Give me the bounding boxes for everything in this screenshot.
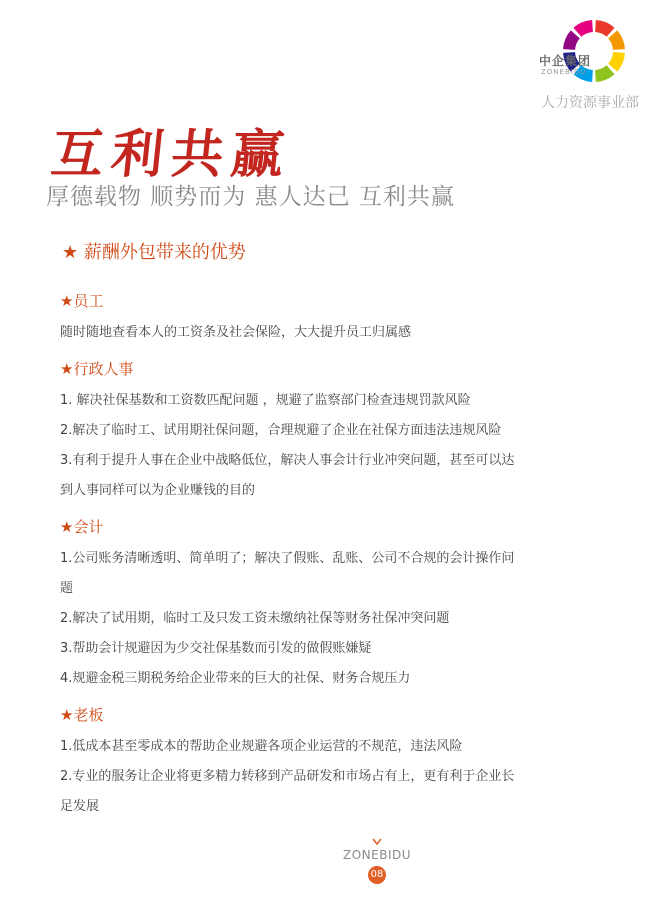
section-title: ★行政人事 [60,360,134,378]
slogan: 厚德载物 顺势而为 惠人达己 互利共赢 [46,184,455,210]
company-logo [539,18,629,88]
section-line: 3.帮助会计规避因为少交社保基数而引发的做假账嫌疑 [60,641,372,656]
section-line: 随时随地查看本人的工资条及社会保险，大大提升员工归属感 [60,325,412,340]
logo-ring-segment [573,20,592,37]
logo-ring-segment [595,20,614,37]
chevron-down-icon [372,838,382,846]
section-line: 2.解决了临时工、试用期社保问题，合理规避了企业在社保方面违法违规风险 [60,423,502,438]
content-body [60,290,620,822]
section-line: 1. 解决社保基数和工资数匹配问题 ，规避了监察部门检查违规罚款风险 [60,393,471,408]
logo-ring-segment [563,30,580,49]
section-title: ★会计 [60,518,104,536]
footer-brand: ZONEBIDU [343,848,412,862]
brush-title: 互利共赢 [48,124,295,185]
section-line: 足发展 [60,799,100,814]
logo-ring-segment [595,65,614,82]
section-line: 4.规避金税三期税务给企业带来的巨大的社保、财务合规压力 [60,671,411,686]
section-title: ★老板 [60,706,104,724]
logo-chinese-name: 中企集团 [539,54,592,68]
section-line: 2.专业的服务让企业将更多精力转移到产品研发和市场占有上，更有利于企业长 [60,769,515,784]
logo-ring-segment [608,30,625,49]
main-heading: ★ 薪酬外包带来的优势 [62,242,246,263]
section-line: 1.低成本甚至零成本的帮助企业规避各项企业运营的不规范，违法风险 [60,739,463,754]
page-number: 08 [368,866,386,884]
logo-english-name: ZONEBIDU [541,68,587,76]
section-line: 1.公司账务清晰透明、简单明了；解决了假账、乱账、公司不合规的会计操作问 [60,551,515,566]
section-line: 2.解决了试用期，临时工及只发工资未缴纳社保等财务社保冲突问题 [60,611,450,626]
section-title: ★员工 [60,292,104,310]
section-line: 题 [60,581,74,596]
department-name: 人力资源事业部 [541,95,639,111]
logo-ring-segment [608,52,625,71]
section-line: 3.有利于提升人事在企业中战略低位，解决人事会计行业冲突问题，甚至可以达 [60,453,515,468]
section-line: 到人事同样可以为企业赚钱的目的 [60,483,256,498]
